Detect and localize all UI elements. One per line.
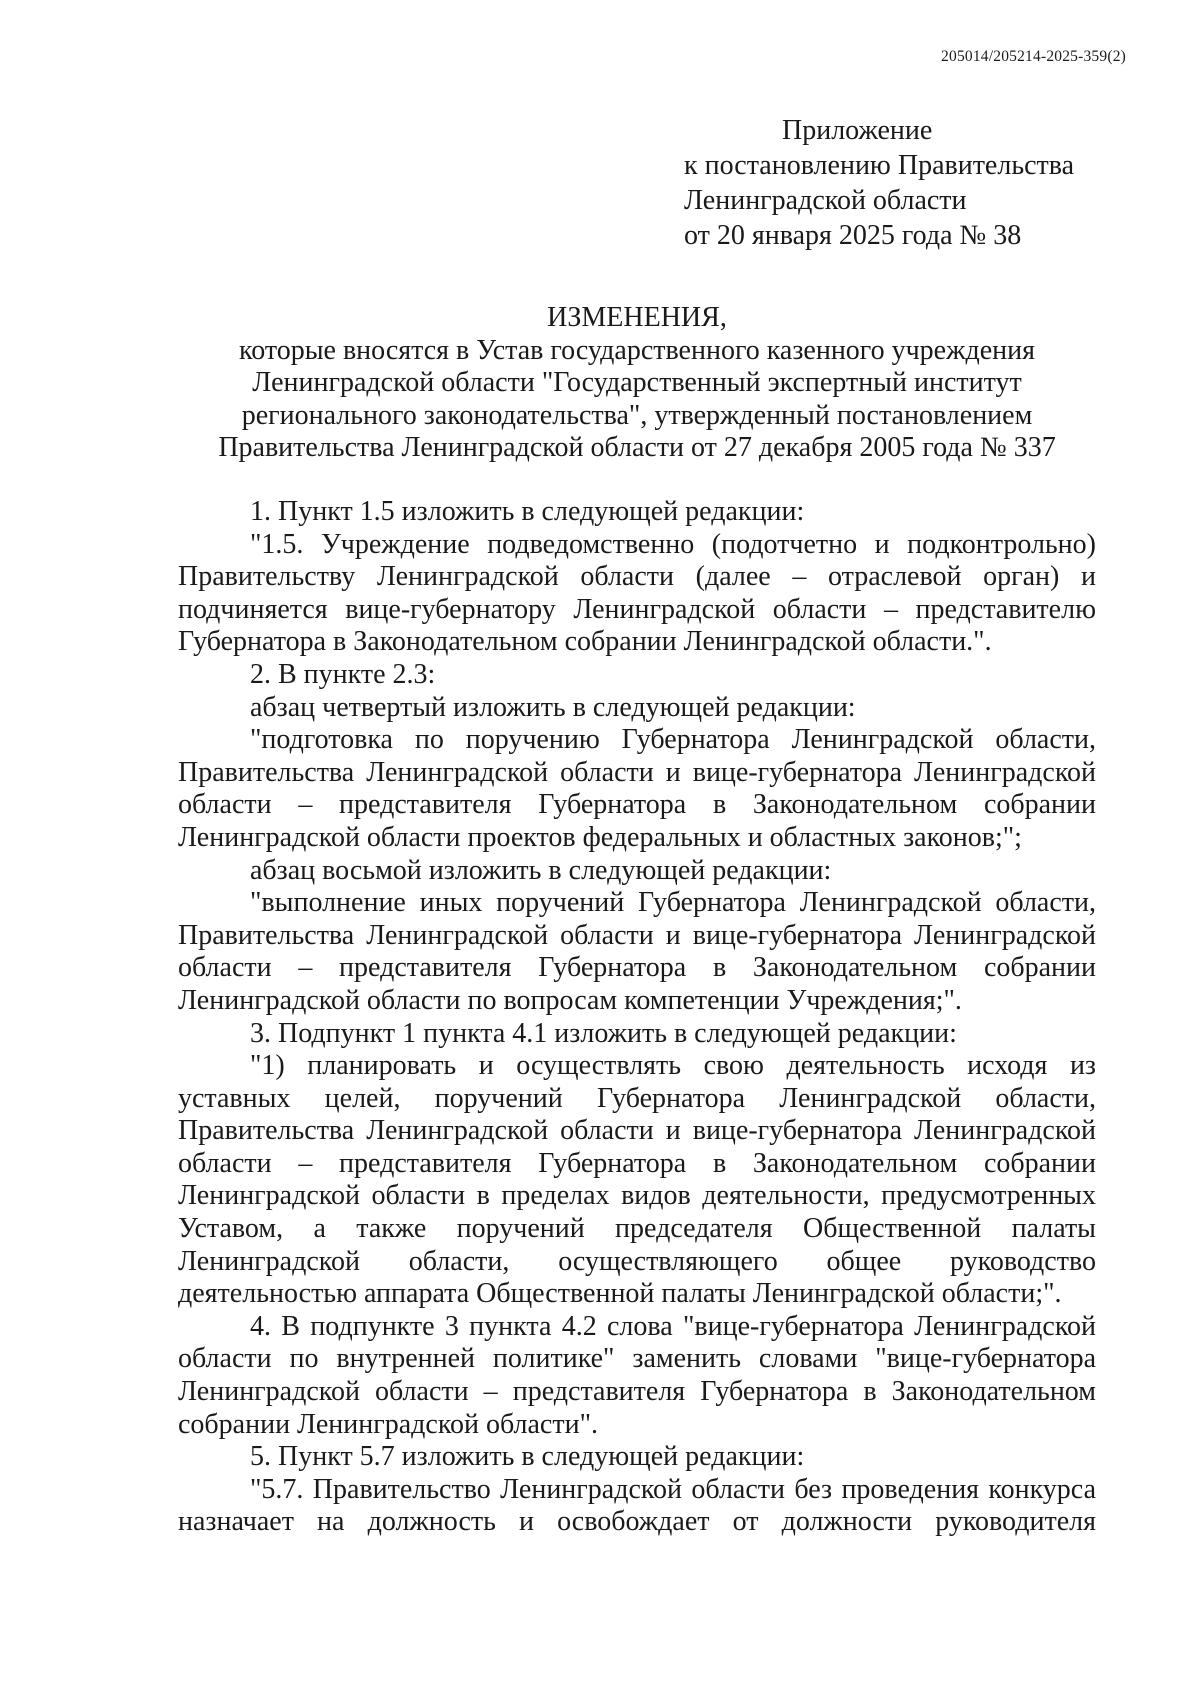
title-subtitle-line: Ленинградской области "Государственный экспертный институт bbox=[252, 367, 1022, 399]
body-paragraph: абзац четвертый изложить в следующей редакции: bbox=[250, 691, 856, 723]
body-paragraph: "выполнение иных поручений Губернатора Ленинградской области, Правительства Ленинградской области и вице-губернатора Ленинградской области – представителя Губернатора в Законодательном собрании Ленинградской области по вопросам компетенции Учреждения;". bbox=[178, 887, 1096, 1016]
appendix-header bbox=[684, 113, 1074, 253]
body-paragraph: "1) планировать и осуществлять свою деятельность исходя из уставных целей, поручений Губернатора Ленинградской области, Правительства Ленинградской области и вице-губернатора Ленинградской области – представителя Губернатора в Законодательном собрании Ленинградской области в пределах видов деятельности, предусмотренных Уставом, а также поручений председателя Общественной палаты Ленинградской области, осуществляющего общее руководство деятельностью аппарата Общественной палаты Ленинградской области;". bbox=[178, 1050, 1096, 1310]
body-paragraph: "1.5. Учреждение подведомственно (подотчетно и подконтрольно) Правительству Ленинградской области (далее – отраслевой орган) и подчиняется вице-губернатору Ленинградской области – представителю Губернатора в Законодательном собрании Ленинградской области.". bbox=[178, 528, 1096, 658]
title-heading: ИЗМЕНЕНИЯ, bbox=[547, 302, 727, 333]
body-paragraph: 5. Пункт 5.7 изложить в следующей редакции: bbox=[250, 1441, 805, 1473]
body-paragraph: 3. Подпункт 1 пункта 4.1 изложить в следующей редакции: bbox=[250, 1017, 957, 1049]
body-paragraph: 2. В пункте 2.3: bbox=[250, 658, 436, 690]
appendix-resolution-ref: к постановлению Правительства bbox=[684, 150, 1075, 181]
appendix-label: Приложение bbox=[782, 115, 933, 146]
document-title bbox=[178, 302, 1096, 465]
body-paragraph: абзац восьмой изложить в следующей редакции: bbox=[250, 854, 832, 886]
appendix-date-number: от 20 января 2025 года № 38 bbox=[684, 220, 1022, 251]
body-paragraph: "подготовка по поручению Губернатора Ленинградской области, Правительства Ленинградской области и вице-губернатора Ленинградской области – представителя Губернатора в Законодательном собрании Ленинградской области проектов федеральных и областных законов;"; bbox=[178, 724, 1096, 853]
document-number: 205014/205214-2025-359(2) bbox=[941, 48, 1126, 65]
appendix-region: Ленинградской области bbox=[684, 185, 967, 216]
title-subtitle-line: которые вносятся в Устав государственного казенного учреждения bbox=[239, 334, 1035, 366]
body-paragraph: "5.7. Правительство Ленинградской области без проведения конкурса назначает на должность и освобождает от должности руководителя bbox=[178, 1473, 1096, 1538]
body-paragraph: 4. В подпункте 3 пункта 4.2 слова "вице-губернатора Ленинградской области по внутренней политике" заменить словами "вице-губернатора Ленинградской области – представителя Губернатора в Законодательном собрании Ленинградской области". bbox=[178, 1310, 1096, 1440]
body-paragraph: 1. Пункт 1.5 изложить в следующей редакции: bbox=[250, 496, 805, 527]
title-subtitle-line: Правительства Ленинградской области от 27 декабря 2005 года № 337 bbox=[218, 432, 1056, 464]
title-subtitle-line: регионального законодательства", утвержденный постановлением bbox=[241, 399, 1033, 431]
document-body bbox=[178, 496, 1096, 1539]
